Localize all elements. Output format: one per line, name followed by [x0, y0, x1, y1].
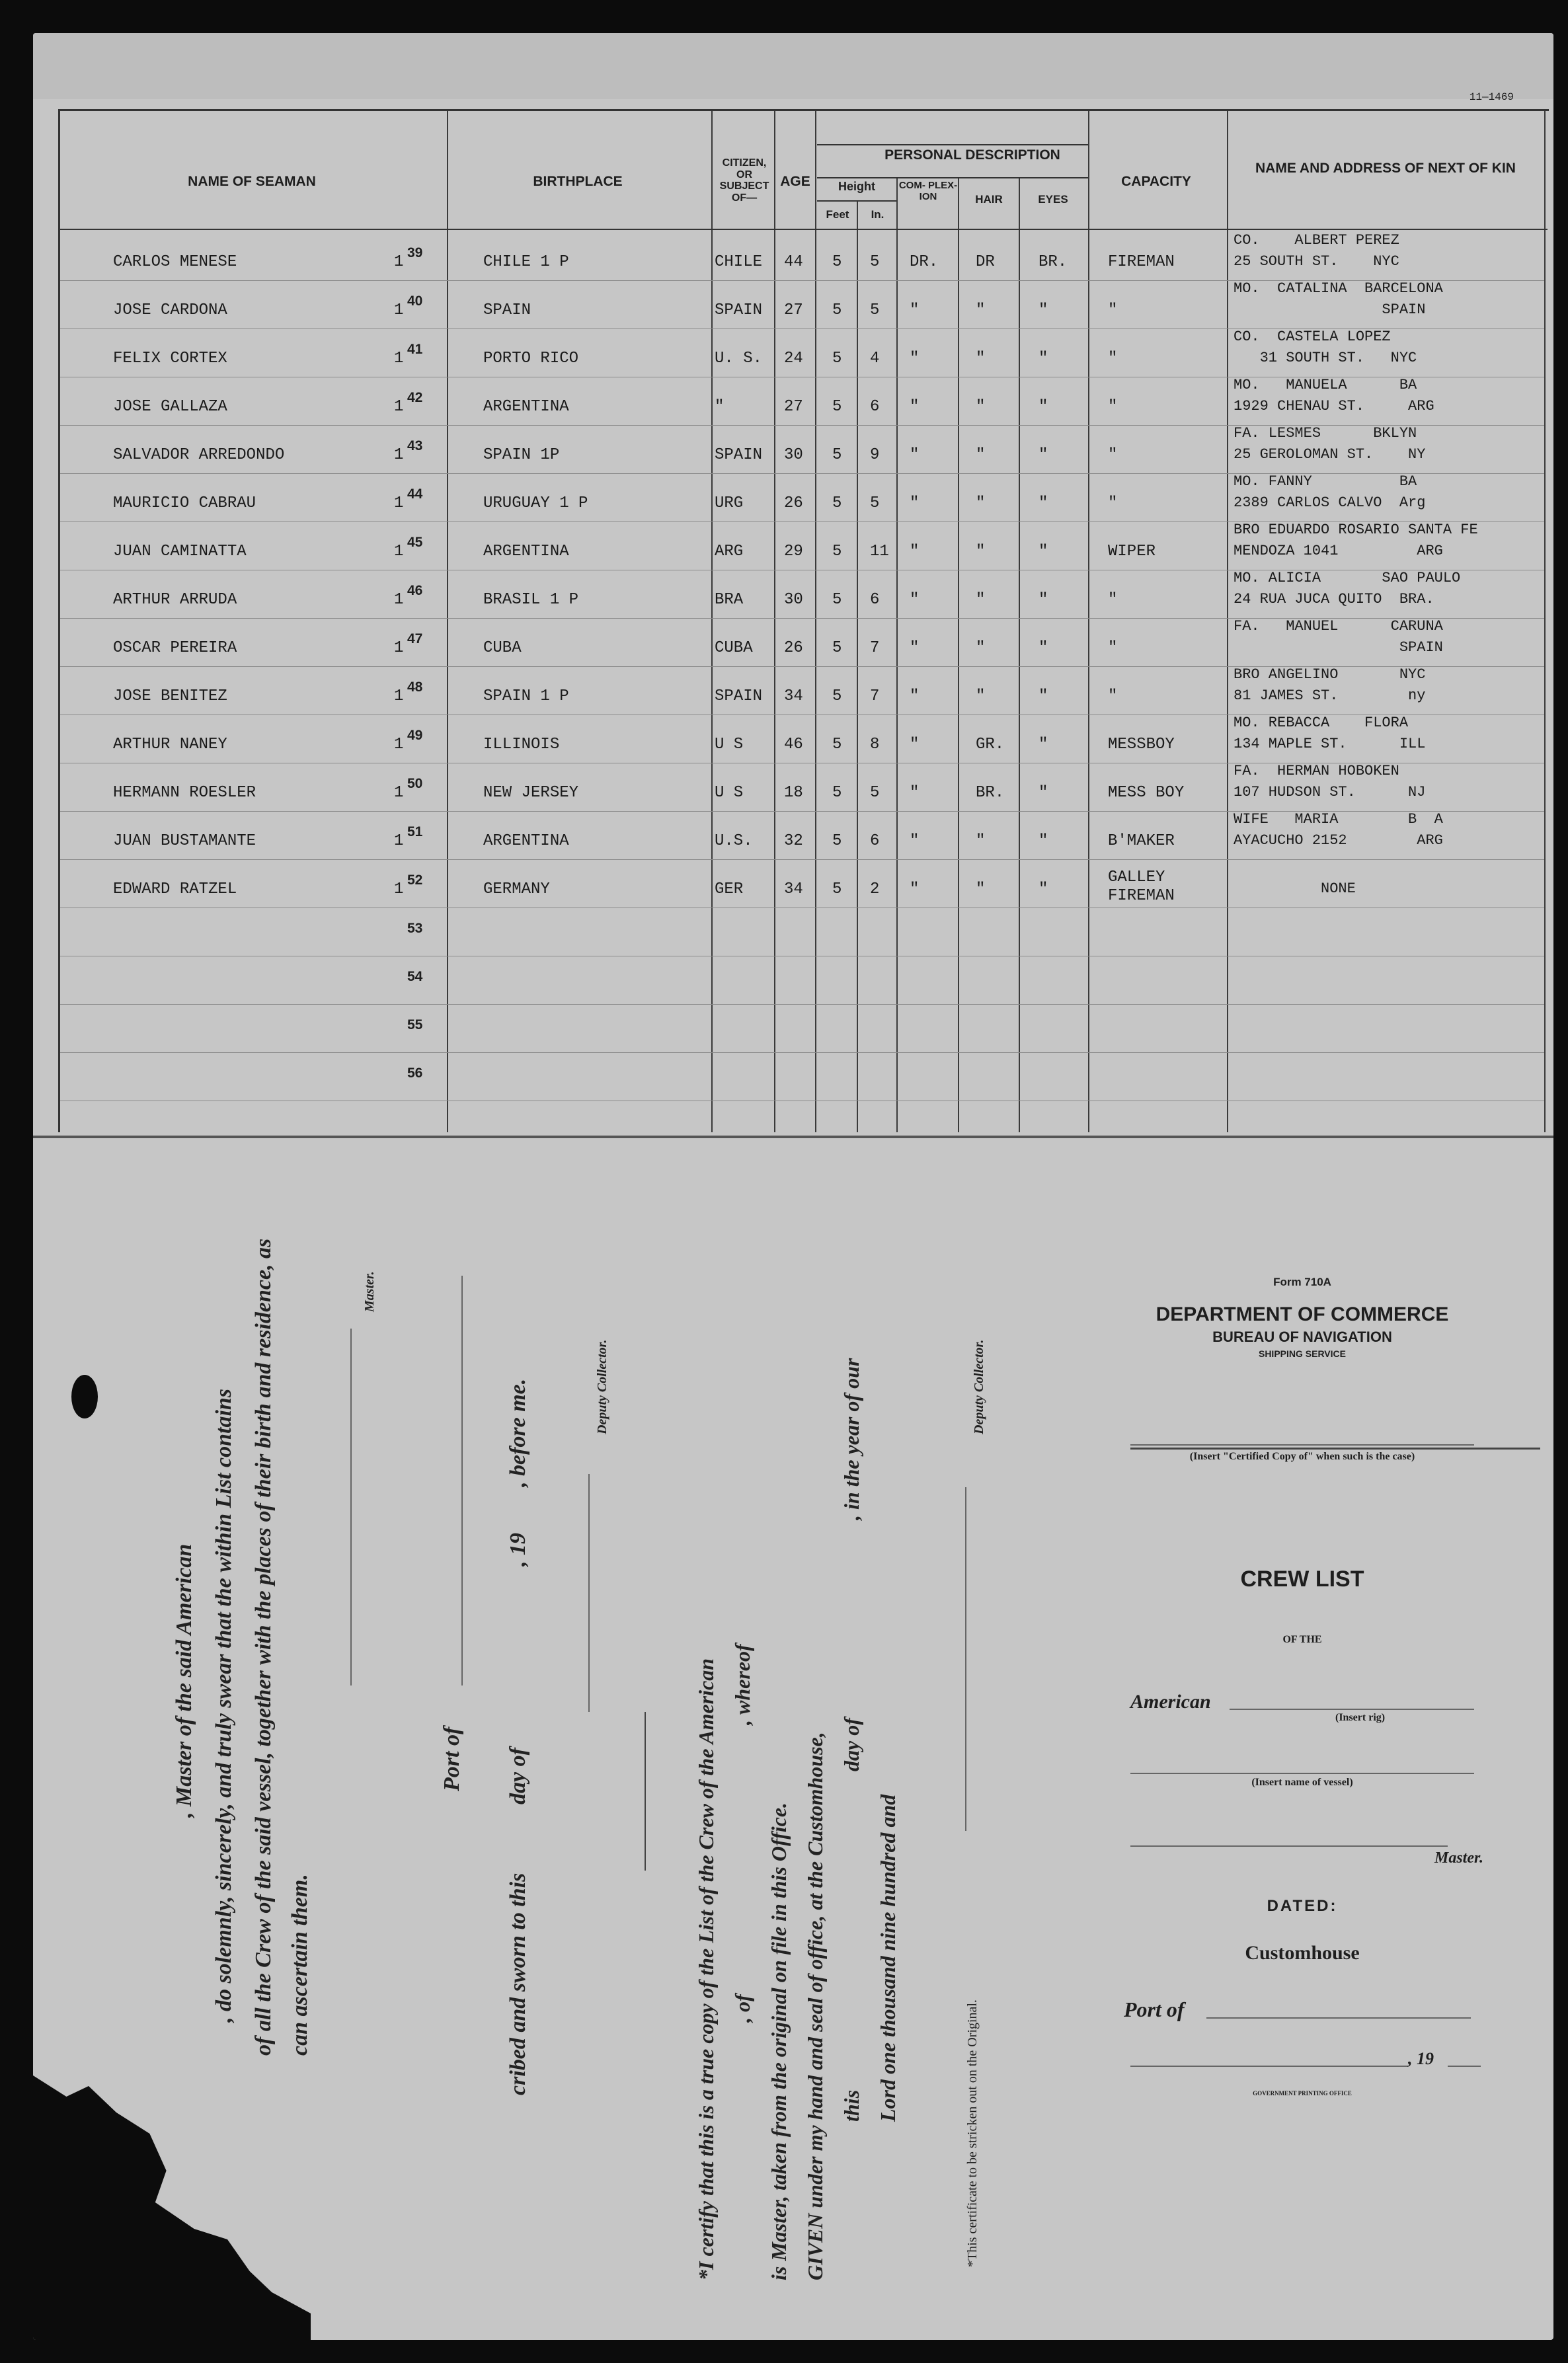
row-prefix: 1 [394, 494, 404, 512]
row-number: 50 [407, 776, 423, 791]
height-inches: 5 [870, 253, 880, 271]
height-feet: 5 [832, 494, 842, 512]
seaman-name: JOSE GALLAZA [113, 398, 227, 416]
capacity: " [1108, 494, 1118, 512]
complexion: " [910, 687, 920, 705]
birthplace: ARGENTINA [483, 832, 569, 850]
form-code: 11—1469 [1469, 91, 1514, 103]
header-height: Height [838, 180, 875, 193]
complexion: " [910, 350, 920, 368]
top-margin [33, 33, 1553, 99]
height-inches: 5 [870, 494, 880, 512]
height-inches: 6 [870, 832, 880, 850]
next-of-kin-name: BRO ANGELINO NYC [1234, 666, 1426, 683]
row-number: 49 [407, 728, 423, 743]
certificate-line-3: GIVEN under my hand and seal of office, at the Customhouse, [803, 1732, 827, 2280]
crew-list-cover [1104, 1276, 1501, 2135]
seaman-name: JOSE BENITEZ [113, 687, 227, 705]
hair: " [976, 301, 986, 319]
row-number: 45 [407, 535, 423, 550]
row-prefix: 1 [394, 301, 404, 319]
eyes: " [1039, 543, 1048, 561]
column-rule [1088, 111, 1089, 1132]
capacity: WIPER [1108, 543, 1156, 561]
insert-certified-note: (Insert "Certified Copy of" when such is the case) [1189, 1451, 1415, 1462]
citizenship: " [715, 398, 725, 416]
eyes: " [1039, 639, 1048, 657]
next-of-kin-name: CO. CASTELA LOPEZ [1234, 329, 1391, 345]
header-rule [817, 200, 896, 202]
capacity: " [1108, 350, 1118, 368]
column-rule [896, 177, 898, 1132]
eyes: " [1039, 350, 1048, 368]
complexion: " [910, 832, 920, 850]
certificate-day-of: day of [840, 1718, 863, 1771]
column-rule [1019, 177, 1020, 1132]
age: 44 [784, 253, 803, 271]
row-number: 55 [407, 1017, 423, 1032]
header-hair: HAIR [975, 193, 1003, 206]
certificate-line-1: *I certify that this is a true copy of the List of the Crew of the American [694, 1658, 718, 2280]
department-title: DEPARTMENT OF COMMERCE [1156, 1303, 1449, 1325]
complexion: " [910, 784, 920, 802]
certificate-line-4: Lord one thousand nine hundred and [876, 1794, 900, 2122]
header-name: NAME OF SEAMAN [188, 174, 316, 189]
citizenship: SPAIN [715, 301, 763, 319]
row-number: 48 [407, 679, 423, 695]
row-prefix: 1 [394, 446, 404, 464]
capacity: " [1108, 687, 1118, 705]
capacity: " [1108, 591, 1118, 609]
seaman-name: JUAN BUSTAMANTE [113, 832, 256, 850]
master-label: Master. [1434, 1849, 1484, 1867]
next-of-kin-address: SPAIN [1234, 639, 1443, 656]
citizenship: CUBA [715, 639, 753, 657]
complexion: " [910, 446, 920, 464]
punch-hole [71, 1375, 98, 1418]
hair: " [976, 639, 986, 657]
insert-vessel-note: (Insert name of vessel) [1251, 1777, 1353, 1788]
seaman-name: HERMANN ROESLER [113, 784, 256, 802]
oath-line-3: of all the Crew of the said vessel, together with the places of their birth and residence, as [251, 1238, 276, 2056]
vessel-line [1130, 1773, 1474, 1774]
column-rule [958, 177, 959, 1132]
row-number: 47 [407, 631, 423, 646]
oath-master-label: Master. [362, 1271, 377, 1312]
height-feet: 5 [832, 591, 842, 609]
complexion: " [910, 494, 920, 512]
age: 27 [784, 398, 803, 416]
oath-subscribed: cribed and sworn to this [506, 1873, 530, 2095]
height-inches: 6 [870, 398, 880, 416]
age: 34 [784, 687, 803, 705]
capacity: FIREMAN [1108, 253, 1175, 271]
complexion: " [910, 301, 920, 319]
capacity: B'MAKER [1108, 832, 1175, 850]
age: 27 [784, 301, 803, 319]
printer-imprint: GOVERNMENT PRINTING OFFICE [1253, 2090, 1352, 2097]
row-prefix: 1 [394, 639, 404, 657]
bureau-title: BUREAU OF NAVIGATION [1212, 1329, 1392, 1345]
complexion: " [910, 543, 920, 561]
height-feet: 5 [832, 543, 842, 561]
row-number: 43 [407, 438, 423, 453]
capacity: MESS BOY [1108, 784, 1185, 802]
eyes: " [1039, 880, 1048, 898]
capacity: GALLEY FIREMAN [1108, 869, 1175, 905]
next-of-kin-address: 81 JAMES ST. ny [1234, 687, 1426, 704]
next-of-kin-address: AYACUCHO 2152 ARG [1234, 832, 1443, 849]
row-prefix: 1 [394, 398, 404, 416]
birthplace: ILLINOIS [483, 736, 560, 754]
age: 24 [784, 350, 803, 368]
citizenship: CHILE [715, 253, 763, 271]
eyes: " [1039, 398, 1048, 416]
capacity: MESSBOY [1108, 736, 1175, 754]
height-feet: 5 [832, 687, 842, 705]
next-of-kin-name: MO. ALICIA SAO PAULO [1234, 570, 1461, 586]
next-of-kin-address: 1929 CHENAU ST. ARG [1234, 398, 1434, 414]
header-citizen: CITIZEN, OR SUBJECT OF— [719, 157, 769, 204]
column-rule [1544, 111, 1546, 1132]
row-number: 54 [407, 969, 423, 984]
complexion: " [910, 398, 920, 416]
height-feet: 5 [832, 880, 842, 898]
oath-deputy-collector: Deputy Collector. [595, 1339, 609, 1434]
hair: " [976, 832, 986, 850]
height-inches: 5 [870, 784, 880, 802]
column-rule [711, 111, 713, 1132]
master-signature-line [350, 1329, 352, 1685]
row-rule [60, 1004, 1544, 1005]
port-line [1206, 2017, 1471, 2019]
row-prefix: 1 [394, 543, 404, 561]
certificate-line-2: is Master, taken from the original on file in this Office. [767, 1802, 791, 2280]
year-line [1448, 2066, 1481, 2067]
oath-day-of: day of [506, 1748, 530, 1804]
height-feet: 5 [832, 639, 842, 657]
nineteen-label: , 19 [1408, 2049, 1434, 2068]
next-of-kin-address: 25 SOUTH ST. NYC [1234, 253, 1399, 270]
row-number: 51 [407, 824, 423, 839]
customhouse-label: Customhouse [1245, 1942, 1360, 1964]
form-number: Form 710A [1273, 1276, 1331, 1288]
birthplace: ARGENTINA [483, 543, 569, 561]
seaman-name: ARTHUR ARRUDA [113, 591, 237, 609]
row-number: 44 [407, 486, 423, 502]
birthplace: NEW JERSEY [483, 784, 579, 802]
column-rule [815, 111, 816, 1132]
birthplace: CUBA [483, 639, 522, 657]
port-of-label: Port of [1124, 1997, 1185, 2021]
row-number: 46 [407, 583, 423, 598]
next-of-kin-name: MO. REBACCA FLORA [1234, 715, 1409, 731]
eyes: " [1039, 591, 1048, 609]
age: 30 [784, 446, 803, 464]
header-age: AGE [780, 174, 810, 189]
certificate-of: , of [730, 1994, 754, 2023]
height-feet: 5 [832, 301, 842, 319]
age: 30 [784, 591, 803, 609]
complexion: " [910, 639, 920, 657]
hair: " [976, 494, 986, 512]
capacity: " [1108, 446, 1118, 464]
next-of-kin-name: MO. MANUELA BA [1234, 377, 1417, 393]
height-inches: 2 [870, 880, 880, 898]
next-of-kin-name: MO. FANNY BA [1234, 473, 1417, 490]
oath-rule [645, 1712, 646, 1871]
hair: " [976, 687, 986, 705]
birthplace: PORTO RICO [483, 350, 579, 368]
height-inches: 7 [870, 639, 880, 657]
service-title: SHIPPING SERVICE [1258, 1348, 1346, 1359]
capacity: " [1108, 301, 1118, 319]
fold-divider [33, 1136, 1553, 1138]
next-of-kin-name: BRO EDUARDO ROSARIO SANTA FE [1234, 522, 1478, 538]
oath-before-me: , before me. [506, 1378, 530, 1487]
seaman-name: EDWARD RATZEL [113, 880, 237, 898]
row-number: 52 [407, 872, 423, 888]
next-of-kin-name: WIFE MARIA B A [1234, 811, 1443, 828]
row-prefix: 1 [394, 591, 404, 609]
column-rule [774, 111, 775, 1132]
next-of-kin-name: CO. ALBERT PEREZ [1234, 232, 1399, 249]
next-of-kin-address: MENDOZA 1041 ARG [1234, 543, 1443, 559]
header-capacity: CAPACITY [1121, 174, 1191, 189]
hair: GR. [976, 736, 1005, 754]
oath-line-1: , Master of the said American [172, 1543, 196, 1818]
eyes: " [1039, 832, 1048, 850]
header-eyes: EYES [1038, 193, 1068, 206]
next-of-kin-address: SPAIN [1234, 301, 1426, 318]
hair: BR. [976, 784, 1005, 802]
header-birthplace: BIRTHPLACE [533, 174, 623, 189]
torn-corner [33, 2075, 311, 2340]
age: 32 [784, 832, 803, 850]
row-number: 53 [407, 921, 423, 936]
header-next-of-kin: NAME AND ADDRESS OF NEXT OF KIN [1255, 161, 1516, 176]
complexion: " [910, 736, 920, 754]
citizenship: SPAIN [715, 687, 763, 705]
height-inches: 11 [870, 543, 889, 561]
seaman-name: MAURICIO CABRAU [113, 494, 256, 512]
next-of-kin-address: 2389 CARLOS CALVO Arg [1234, 494, 1426, 511]
row-number: 56 [407, 1065, 423, 1081]
deputy-signature-line [588, 1474, 590, 1712]
citizenship: ARG [715, 543, 744, 561]
dated-label: DATED: [1267, 1897, 1338, 1915]
certificate-signature-line [965, 1487, 966, 1831]
seaman-name: FELIX CORTEX [113, 350, 227, 368]
height-feet: 5 [832, 446, 842, 464]
hair: DR [976, 253, 995, 271]
age: 18 [784, 784, 803, 802]
age: 29 [784, 543, 803, 561]
next-of-kin-address: NONE [1234, 880, 1356, 897]
header-inches: In. [871, 208, 884, 221]
column-rule [1227, 111, 1228, 1132]
certificate-this: this [840, 2089, 863, 2122]
row-prefix: 1 [394, 253, 404, 271]
oath-nineteen: , 19 [506, 1533, 530, 1567]
eyes: " [1039, 446, 1048, 464]
height-inches: 5 [870, 301, 880, 319]
crew-list-title: CREW LIST [1240, 1567, 1364, 1592]
next-of-kin-address: 31 SOUTH ST. NYC [1234, 350, 1417, 366]
citizenship: SPAIN [715, 446, 763, 464]
birthplace: BRASIL 1 P [483, 591, 579, 609]
age: 26 [784, 639, 803, 657]
row-rule [60, 1052, 1544, 1053]
row-rule [60, 859, 1544, 860]
hair: " [976, 446, 986, 464]
height-inches: 6 [870, 591, 880, 609]
height-feet: 5 [832, 398, 842, 416]
column-rule [447, 111, 448, 1132]
eyes: " [1039, 301, 1048, 319]
next-of-kin-address: 25 GEROLOMAN ST. NY [1234, 446, 1426, 463]
birthplace: ARGENTINA [483, 398, 569, 416]
header-bottom-rule [60, 229, 1548, 230]
oath-line-4: can ascertain them. [288, 1874, 312, 2056]
birthplace: SPAIN 1P [483, 446, 560, 464]
certificate-footnote: *This certificate to be stricken out on the Original. [965, 1999, 980, 2267]
next-of-kin-name: MO. CATALINA BARCELONA [1234, 280, 1443, 297]
complexion: " [910, 591, 920, 609]
birthplace: CHILE 1 P [483, 253, 569, 271]
height-inches: 8 [870, 736, 880, 754]
citizenship: U S [715, 784, 744, 802]
eyes: " [1039, 784, 1048, 802]
next-of-kin-name: FA. HERMAN HOBOKEN [1234, 763, 1399, 779]
row-number: 40 [407, 293, 423, 309]
rig-line [1230, 1709, 1474, 1710]
certificate-deputy-collector: Deputy Collector. [972, 1339, 986, 1434]
citizenship: URG [715, 494, 744, 512]
seaman-name: JUAN CAMINATTA [113, 543, 247, 561]
birthplace: URUGUAY 1 P [483, 494, 588, 512]
next-of-kin-name: FA. LESMES BKLYN [1234, 425, 1417, 442]
row-number: 39 [407, 245, 423, 260]
seaman-name: CARLOS MENESE [113, 253, 237, 271]
crew-table [58, 109, 1549, 1132]
citizenship: GER [715, 880, 744, 898]
age: 26 [784, 494, 803, 512]
age: 34 [784, 880, 803, 898]
hair: " [976, 543, 986, 561]
height-feet: 5 [832, 784, 842, 802]
seaman-name: OSCAR PEREIRA [113, 639, 237, 657]
american-label: American [1130, 1691, 1211, 1713]
seaman-name: ARTHUR NANEY [113, 736, 227, 754]
header-personal-description: PERSONAL DESCRIPTION [884, 147, 1060, 163]
eyes: " [1039, 687, 1048, 705]
birthplace: GERMANY [483, 880, 550, 898]
height-feet: 5 [832, 736, 842, 754]
seaman-name: SALVADOR ARREDONDO [113, 446, 285, 464]
hair: " [976, 880, 986, 898]
certificate-whereof: , whereof [730, 1644, 754, 1725]
hair: " [976, 591, 986, 609]
port-line [461, 1276, 463, 1685]
insert-rig-note: (Insert rig) [1335, 1712, 1386, 1723]
row-number: 41 [407, 342, 423, 357]
citizenship: BRA [715, 591, 744, 609]
certified-copy-line [1130, 1444, 1474, 1446]
row-prefix: 1 [394, 832, 404, 850]
birthplace: SPAIN 1 P [483, 687, 569, 705]
age: 46 [784, 736, 803, 754]
next-of-kin-name: FA. MANUEL CARUNA [1234, 618, 1443, 635]
citizenship: U. S. [715, 350, 763, 368]
height-feet: 5 [832, 253, 842, 271]
row-prefix: 1 [394, 350, 404, 368]
complexion: DR. [910, 253, 939, 271]
eyes: " [1039, 736, 1048, 754]
height-feet: 5 [832, 832, 842, 850]
header-rule [817, 144, 1088, 145]
row-prefix: 1 [394, 880, 404, 898]
capacity: " [1108, 639, 1118, 657]
complexion: " [910, 880, 920, 898]
hair: " [976, 350, 986, 368]
next-of-kin-address: 24 RUA JUCA QUITO BRA. [1234, 591, 1434, 607]
height-feet: 5 [832, 350, 842, 368]
next-of-kin-address: 134 MAPLE ST. ILL [1234, 736, 1426, 752]
oath-line-2: , do solemnly, sincerely, and truly swear that the within List contains [212, 1388, 236, 2023]
header-feet: Feet [826, 208, 849, 221]
crew-list-sheet [33, 33, 1553, 2340]
birthplace: SPAIN [483, 301, 531, 319]
certificate-in-year: , in the year of our [840, 1358, 863, 1520]
row-prefix: 1 [394, 736, 404, 754]
next-of-kin-address: 107 HUDSON ST. NJ [1234, 784, 1426, 800]
height-inches: 4 [870, 350, 880, 368]
eyes: BR. [1039, 253, 1068, 271]
eyes: " [1039, 494, 1048, 512]
hair: " [976, 398, 986, 416]
row-prefix: 1 [394, 687, 404, 705]
oath-port-of: Port of [440, 1726, 464, 1791]
master-line [1130, 1845, 1448, 1847]
header-complexion: COM- PLEX- ION [898, 180, 958, 202]
cover-rule [1130, 1448, 1540, 1450]
capacity: " [1108, 398, 1118, 416]
date-line [1130, 2066, 1408, 2067]
of-the-label: OF THE [1282, 1634, 1322, 1645]
row-prefix: 1 [394, 784, 404, 802]
row-number: 42 [407, 390, 423, 405]
height-inches: 7 [870, 687, 880, 705]
header-rule [817, 177, 1088, 178]
height-inches: 9 [870, 446, 880, 464]
seaman-name: JOSE CARDONA [113, 301, 227, 319]
citizenship: U.S. [715, 832, 753, 850]
citizenship: U S [715, 736, 744, 754]
